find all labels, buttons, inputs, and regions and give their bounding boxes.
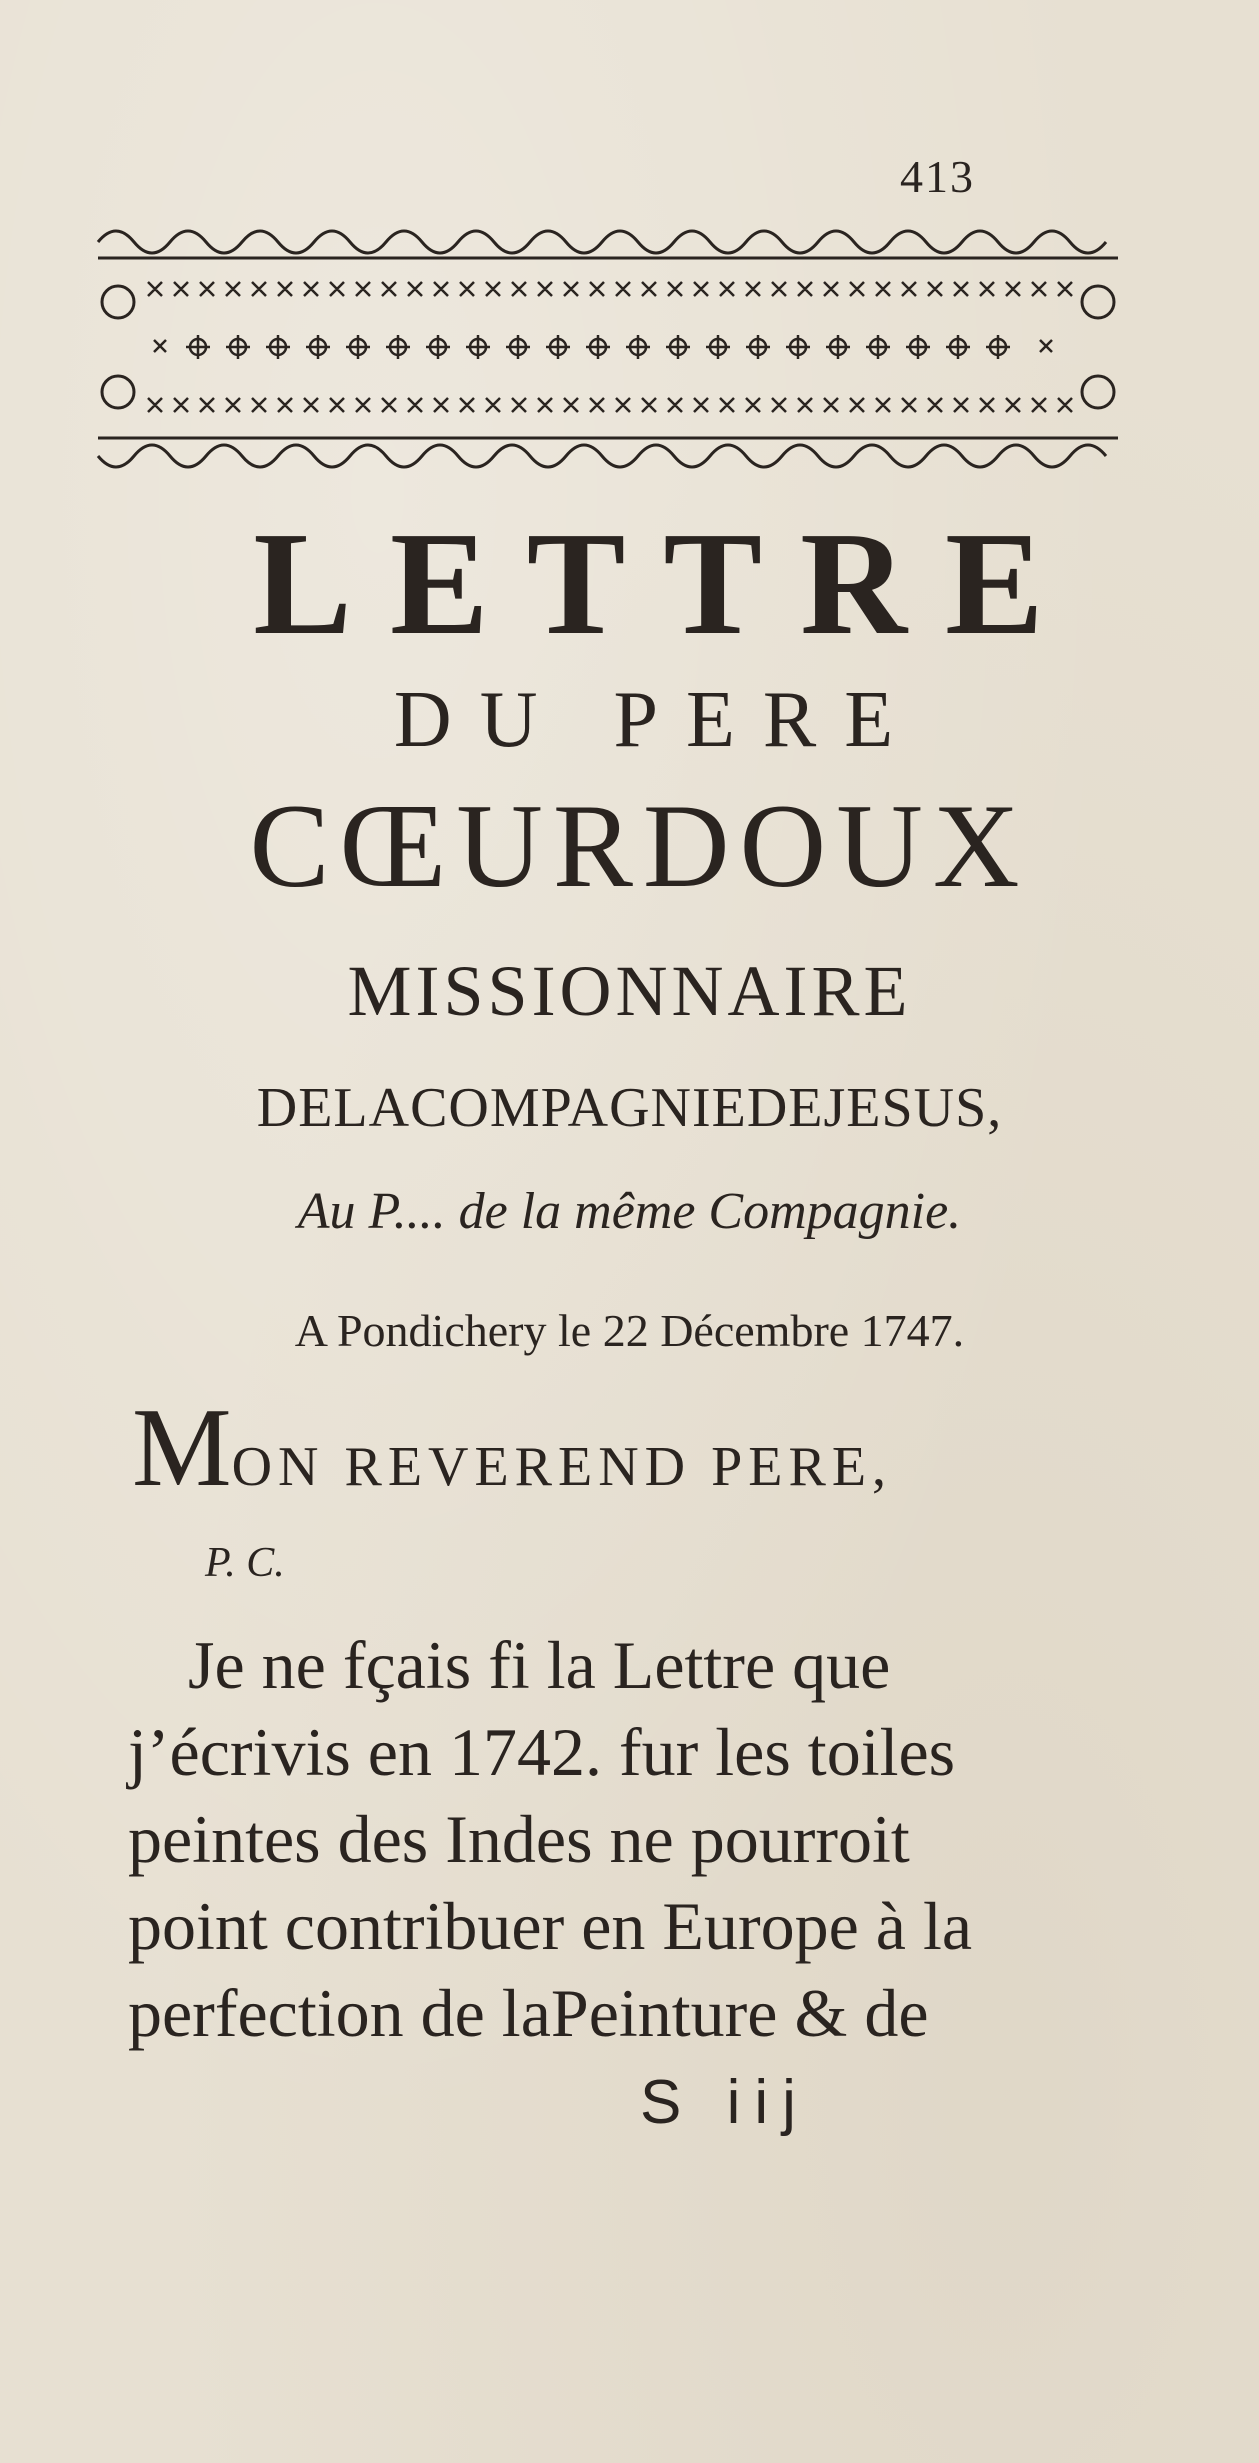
body-line: point contribuer en Europe à la: [128, 1888, 973, 1964]
body-line: Je ne fçais fi la Lettre que: [188, 1627, 891, 1703]
salutation-text: ON REVEREND PERE,: [231, 1436, 893, 1498]
page-number: 413: [900, 151, 975, 202]
pax-christi-abbrev: P. C.: [205, 1540, 285, 1586]
title-du-pere: DU PERE: [393, 676, 922, 764]
floral-headpiece-ornament-icon: [88, 212, 1128, 482]
body-line: perfection de laPeinture & de: [128, 1975, 929, 2051]
title-lettre: LETTRE: [253, 502, 1082, 666]
body-paragraph: [128, 1622, 1018, 2057]
title-missionnaire: MISSIONNAIRE: [347, 951, 912, 1031]
signature-mark: S iij: [640, 2068, 810, 2137]
title-compagnie: DELACOMPAGNIEDEJESUS,: [256, 1077, 1003, 1139]
dateline: A Pondichery le 22 Décembre 1747.: [294, 1305, 965, 1356]
addressee-line: Au P.... de la même Compagnie.: [297, 1183, 962, 1240]
drop-letter: M: [132, 1386, 232, 1510]
body-line: j’écrivis en 1742. fur les toiles: [128, 1714, 956, 1790]
title-author-name: CŒURDOUX: [249, 779, 1030, 912]
body-line: peintes des Indes ne pourroit: [128, 1801, 910, 1877]
salutation: [132, 1386, 893, 1510]
